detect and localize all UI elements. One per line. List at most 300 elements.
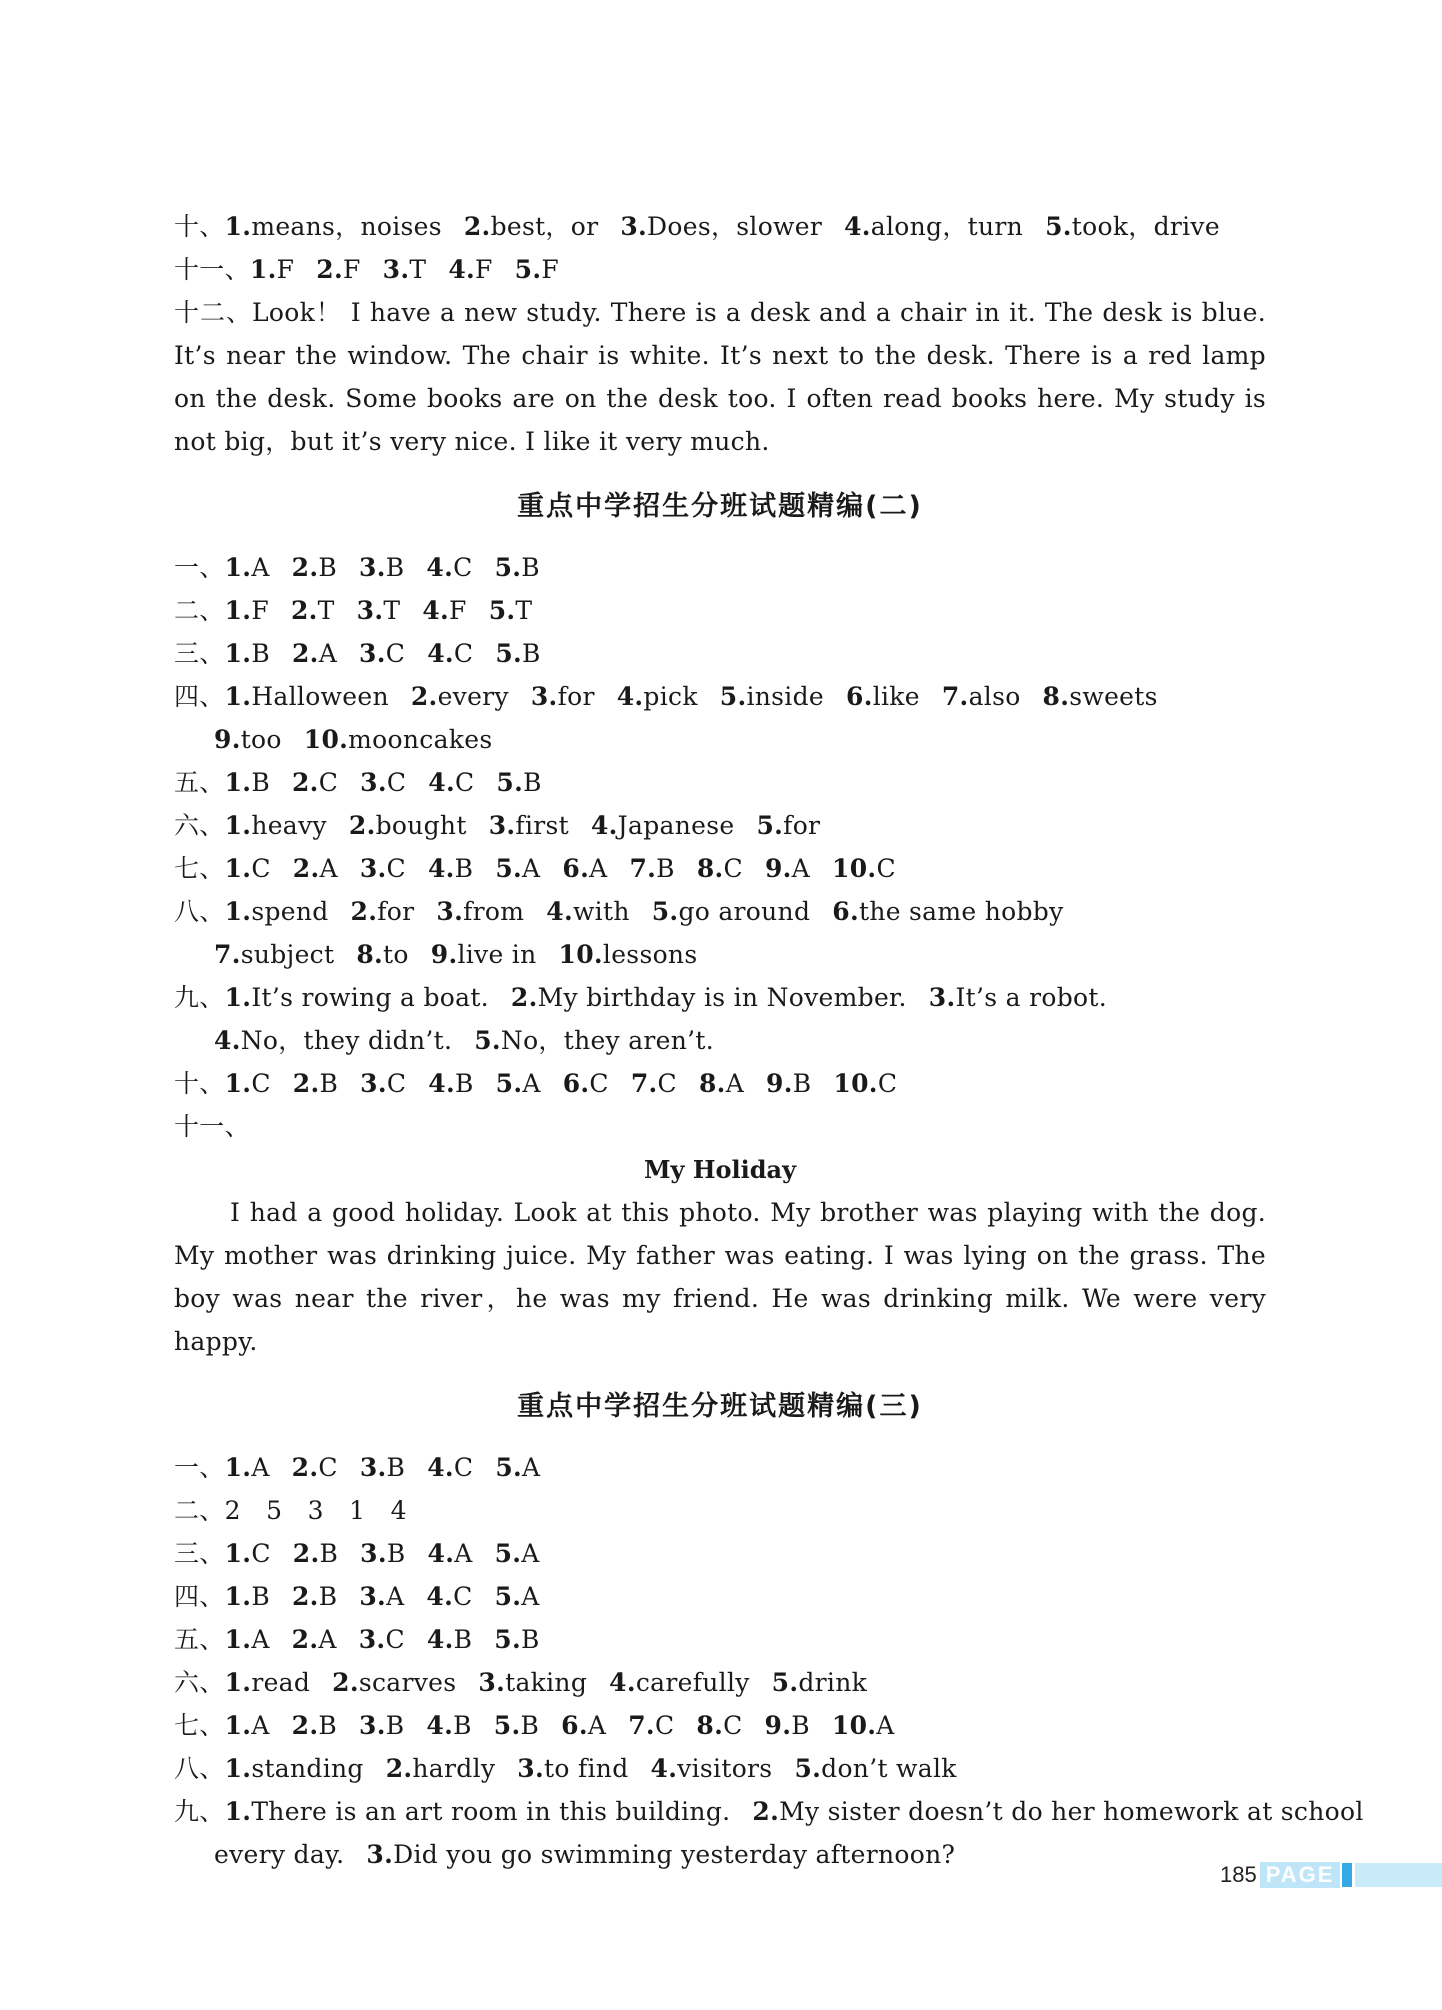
answer-row (174, 718, 1266, 761)
item-number: 4. (426, 1625, 454, 1654)
item-answer: Does，slower (647, 212, 823, 241)
answer-item (832, 1704, 895, 1747)
item-answer: took，drive (1071, 212, 1220, 241)
row-label: 十一、 (174, 1112, 250, 1141)
item-number: 4. (427, 854, 455, 883)
item-answer: It’s a robot. (955, 983, 1107, 1012)
item-number: 2. (752, 1797, 780, 1826)
item-number: 2. (291, 639, 319, 668)
section-title: 重点中学招生分班试题精编(二) (517, 491, 923, 522)
answer-item (628, 1704, 674, 1747)
page-number: 185 (1220, 1862, 1257, 1887)
item-answer: along，turn (870, 212, 1024, 241)
item-number: 2. (463, 212, 491, 241)
answer-item (225, 1704, 270, 1747)
row-label: 三、 (174, 1539, 225, 1568)
answer-item (225, 847, 271, 890)
answer-item (531, 675, 595, 718)
row-label: 九、 (174, 983, 225, 1012)
answer-item (428, 1532, 473, 1575)
answer-item (214, 933, 334, 976)
answer-item (699, 1062, 744, 1105)
answer-item (291, 589, 335, 632)
item-number: 4. (616, 682, 644, 711)
page-footer (1220, 1860, 1442, 1890)
item-answer: B (319, 1539, 339, 1568)
answer-row (174, 761, 1266, 804)
item-number: 7. (941, 682, 969, 711)
item-answer: B (454, 854, 474, 883)
item-answer: A (319, 854, 338, 883)
answer-item (489, 804, 569, 847)
item-number: 1. (224, 1069, 252, 1098)
item-number: 2. (332, 1668, 359, 1697)
item-number: 5. (494, 1539, 522, 1568)
item-number: 9. (764, 854, 792, 883)
item-answer: carefully (635, 1668, 750, 1697)
item-answer: B (656, 854, 675, 883)
row-label: 四、 (174, 682, 225, 711)
answer-item (495, 847, 540, 890)
answer-item (292, 1704, 337, 1747)
answer-item (225, 205, 442, 248)
row-label: 七、 (174, 1711, 225, 1740)
item-answer: A (791, 854, 811, 883)
item-answer: live in (457, 940, 537, 969)
item-answer: There is an art room in this building. (251, 1797, 731, 1826)
answer-item (591, 804, 734, 847)
answer-item (428, 761, 474, 804)
item-number: 1. (249, 255, 277, 284)
item-answer: subject (240, 940, 335, 969)
item-answer: C (876, 854, 896, 883)
item-number: 5. (651, 897, 679, 926)
item-number: 4. (590, 811, 618, 840)
item-number: 7. (630, 1069, 658, 1098)
answer-item (292, 1618, 337, 1661)
answer-row (174, 804, 1266, 847)
item-answer: C (453, 1453, 474, 1482)
answer-item (225, 1532, 271, 1575)
item-answer: C (318, 768, 339, 797)
item-number: 4. (448, 255, 476, 284)
item-answer: B (251, 768, 270, 797)
item-number: 8. (698, 1069, 726, 1098)
item-answer: C (385, 639, 406, 668)
item-answer: also (968, 682, 1021, 711)
item-answer: for (783, 811, 821, 840)
item-answer: heavy (251, 811, 327, 840)
item-number: 4. (546, 897, 573, 926)
answer-item (427, 632, 473, 675)
answer-item (832, 847, 896, 890)
item-answer: B (386, 1453, 406, 1482)
answer-item (833, 1062, 897, 1105)
item-number: 2. (348, 811, 376, 840)
answer-item (617, 675, 698, 718)
answer-row (174, 1062, 1266, 1105)
item-answer: F (342, 255, 361, 284)
answer-item (464, 205, 598, 248)
answer-item (225, 675, 389, 718)
item-answer: A (521, 1582, 540, 1611)
item-number: 10. (831, 1711, 877, 1740)
item-answer: B (385, 553, 405, 582)
item-answer: A (386, 1582, 405, 1611)
row-label: 一、 (174, 553, 225, 582)
answer-row (174, 1446, 1266, 1489)
item-number: 4. (650, 1754, 678, 1783)
answer-item (752, 1790, 1363, 1833)
item-number: 5. (496, 768, 524, 797)
answer-item (293, 847, 338, 890)
answer-row (174, 248, 1266, 291)
item-number: 9. (430, 940, 458, 969)
answer-item (225, 804, 327, 847)
row-label: 二、 (174, 596, 225, 625)
item-number: 6. (562, 1069, 590, 1098)
item-answer: the same hobby (858, 897, 1064, 926)
item-number: 5. (495, 1069, 523, 1098)
answer-item (360, 847, 406, 890)
item-answer: B (522, 639, 541, 668)
answer-item (426, 546, 472, 589)
item-answer: C (385, 1625, 405, 1654)
item-number: 9. (766, 1069, 793, 1098)
item-answer: for (377, 897, 415, 926)
item-number: 4. (844, 212, 871, 241)
answer-item (359, 1618, 405, 1661)
item-answer: A (251, 553, 270, 582)
item-answer: A (251, 1625, 270, 1654)
item-number: 1. (224, 983, 252, 1012)
item-answer: C (589, 1069, 609, 1098)
answer-item (225, 976, 489, 1019)
footer-accent-bar (1342, 1863, 1352, 1887)
item-answer: C (251, 1539, 271, 1568)
answer-item (563, 1062, 609, 1105)
answer-item (474, 1019, 714, 1062)
item-answer: A (725, 1069, 745, 1098)
item-number: 1. (224, 1711, 252, 1740)
row-label: 十、 (174, 212, 225, 241)
item-answer: B (319, 1069, 339, 1098)
row-label: 六、 (174, 811, 225, 840)
answer-item (794, 1747, 956, 1790)
answer-item (652, 890, 811, 933)
item-answer: to (383, 940, 409, 969)
answer-item (225, 589, 269, 632)
item-answer: C (723, 1711, 743, 1740)
item-number: 2. (385, 1754, 413, 1783)
item-number: 1. (224, 1625, 252, 1654)
item-answer: sweets (1069, 682, 1158, 711)
item-number: 5. (488, 596, 516, 625)
item-number: 2. (292, 854, 320, 883)
answer-item (609, 1661, 750, 1704)
item-number: 2. (291, 768, 319, 797)
item-number: 3. (360, 1539, 387, 1568)
row-label: 三、 (174, 639, 225, 668)
answer-item (496, 761, 541, 804)
item-answer: like (872, 682, 920, 711)
answer-item (428, 1062, 473, 1105)
item-answer: T (409, 255, 427, 284)
item-answer: My birthday is in November. (537, 983, 907, 1012)
row-label: 四、 (174, 1582, 225, 1611)
item-number: 6. (562, 854, 590, 883)
item-number: 5. (474, 1026, 501, 1055)
item-number: 5. (494, 553, 522, 582)
item-number: 1. (224, 854, 252, 883)
answer-item (225, 890, 329, 933)
row-label: 十、 (174, 1069, 225, 1098)
item-answer: No，they aren’t. (500, 1026, 715, 1055)
item-answer: every day. (214, 1840, 345, 1869)
answer-item (225, 632, 270, 675)
answer-item (293, 1062, 338, 1105)
item-number: 1. (224, 811, 252, 840)
item-answer: F (475, 255, 493, 284)
item-number: 10. (833, 1069, 878, 1098)
item-number: 4. (422, 596, 450, 625)
row-label: 七、 (174, 854, 225, 883)
item-answer: C (454, 768, 475, 797)
item-number: 9. (214, 725, 241, 754)
item-answer: B (385, 1711, 405, 1740)
answer-item (250, 248, 294, 291)
item-number: 1. (224, 1582, 252, 1611)
answer-item (629, 847, 674, 890)
item-number: 6. (846, 682, 873, 711)
item-number: 10. (303, 725, 349, 754)
answer-item (225, 1062, 271, 1105)
item-number: 2. (292, 1069, 320, 1098)
item-number: 1. (224, 639, 252, 668)
answer-item (293, 1532, 338, 1575)
item-answer: B (791, 1711, 810, 1740)
row-label: 一、 (174, 1453, 225, 1482)
item-answer: B (251, 1582, 270, 1611)
answer-item (765, 1704, 810, 1747)
item-number: 3. (436, 897, 464, 926)
item-answer: standing (251, 1754, 364, 1783)
answer-item (631, 1062, 677, 1105)
item-number: 3. (359, 854, 387, 883)
item-number: 5. (495, 854, 523, 883)
answer-item (546, 890, 629, 933)
item-answer: C (453, 639, 474, 668)
item-answer: B (318, 1582, 338, 1611)
answer-item (517, 1747, 628, 1790)
item-number: 5. (494, 1582, 522, 1611)
answer-item (1045, 205, 1220, 248)
answer-item (494, 1704, 539, 1747)
answer-row (174, 1019, 1266, 1062)
item-answer: T (515, 596, 533, 625)
item-answer: C (386, 1069, 407, 1098)
footer-light-bar (1355, 1863, 1442, 1887)
answer-row (174, 632, 1266, 675)
row-label: 八、 (174, 1754, 225, 1783)
item-number: 8. (696, 854, 724, 883)
item-answer: first (515, 811, 569, 840)
answer-item (366, 1833, 955, 1876)
item-number: 1. (224, 1453, 252, 1482)
item-answer: B (453, 1625, 473, 1654)
item-number: 4. (426, 553, 454, 582)
item-number: 4. (427, 639, 454, 668)
item-number: 1. (224, 553, 252, 582)
answer-row (174, 1833, 1266, 1876)
answer-row (174, 933, 1266, 976)
item-number: 6. (832, 897, 859, 926)
item-number: 1. (224, 1668, 252, 1697)
item-answer: F (276, 255, 295, 284)
answer-item (386, 1747, 496, 1790)
item-answer: bought (375, 811, 467, 840)
composition-paragraph (174, 291, 1266, 463)
answer-item (214, 718, 282, 761)
item-answer: mooncakes (348, 725, 493, 754)
item-number: 3. (478, 1668, 506, 1697)
item-answer: A (318, 1625, 337, 1654)
answer-row (174, 847, 1266, 890)
item-number: 5. (771, 1668, 799, 1697)
item-answer: A (522, 1453, 541, 1482)
answer-item (942, 675, 1021, 718)
item-number: 10. (558, 940, 603, 969)
answer-item (292, 761, 338, 804)
answer-item (225, 1446, 270, 1489)
item-answer: C (657, 1069, 677, 1098)
row-label: 十二、 (174, 298, 253, 327)
answer-item (846, 675, 920, 718)
item-answer: C (453, 553, 473, 582)
item-number: 3. (359, 1582, 387, 1611)
item-number: 3. (488, 811, 516, 840)
answer-item (214, 1833, 344, 1876)
answer-item (349, 804, 467, 847)
item-answer: go around (678, 897, 811, 926)
answer-item (1043, 675, 1158, 718)
item-number: 5. (495, 1453, 523, 1482)
item-answer: C (877, 1069, 898, 1098)
item-number: 2. (291, 1711, 319, 1740)
answer-row (174, 589, 1266, 632)
answer-item (214, 1019, 452, 1062)
answer-item (559, 933, 698, 976)
item-number: 2. (316, 255, 343, 284)
answer-item (225, 1790, 731, 1833)
answer-item (426, 1704, 471, 1747)
answer-item (359, 632, 405, 675)
answer-row (174, 1575, 1266, 1618)
answer-item (495, 1532, 540, 1575)
item-number: 3. (356, 596, 384, 625)
answer-item (515, 248, 559, 291)
row-label: 十一、 (174, 255, 250, 284)
item-answer: A (522, 1069, 541, 1098)
answer-item (359, 546, 404, 589)
answer-row (174, 1532, 1266, 1575)
item-answer: means，noises (251, 212, 442, 241)
answer-item (225, 761, 270, 804)
answer-item (494, 1618, 539, 1661)
answer-item (844, 205, 1023, 248)
item-answer: best，or (490, 212, 599, 241)
item-number: 2. (290, 596, 318, 625)
answer-item (292, 1575, 337, 1618)
row-label: 五、 (174, 1625, 225, 1654)
answer-item (360, 1532, 405, 1575)
item-answer: C (386, 854, 406, 883)
item-answer: don’t walk (821, 1754, 957, 1783)
item-answer: drink (798, 1668, 868, 1697)
item-answer: A (589, 854, 608, 883)
answer-row (174, 1489, 1266, 1532)
answer-item (225, 546, 270, 589)
item-number: 3. (517, 1754, 544, 1783)
item-number: 2. (291, 1625, 319, 1654)
item-answer: from (463, 897, 525, 926)
answer-item (422, 589, 466, 632)
item-answer: scarves (358, 1668, 457, 1697)
answer-item (511, 976, 907, 1019)
answer-item (411, 675, 509, 718)
item-answer: C (386, 768, 407, 797)
item-number: 5. (495, 639, 523, 668)
item-answer: Japanese (617, 811, 735, 840)
answer-item (562, 847, 607, 890)
item-answer: F (251, 596, 269, 625)
item-answer: B (251, 639, 270, 668)
item-answer: pick (643, 682, 698, 711)
answer-item (225, 1661, 311, 1704)
answer-item (929, 976, 1107, 1019)
item-number: 3. (530, 682, 558, 711)
item-number: 3. (359, 1711, 386, 1740)
item-answer: C (251, 854, 271, 883)
item-answer: C (251, 1069, 271, 1098)
item-answer: A (251, 1711, 270, 1740)
item-answer: No，they didn’t. (240, 1026, 453, 1055)
item-number: 10. (832, 854, 877, 883)
answer-item (561, 1704, 606, 1747)
item-number: 9. (764, 1711, 792, 1740)
item-number: 3. (360, 768, 387, 797)
item-number: 2. (350, 897, 378, 926)
item-number: 2. (291, 553, 319, 582)
answer-item (360, 1062, 406, 1105)
row-label: 二、 (174, 1496, 225, 1525)
item-number: 3. (366, 1840, 394, 1869)
item-number: 1. (224, 212, 252, 241)
item-number: 3. (359, 1453, 387, 1482)
answer-item (356, 933, 408, 976)
item-number: 3. (360, 1069, 387, 1098)
answer-item (351, 890, 415, 933)
answer-item (495, 1446, 540, 1489)
item-number: 1. (224, 596, 252, 625)
item-number: 4. (428, 768, 455, 797)
item-number: 2. (410, 682, 438, 711)
answer-item (359, 1575, 404, 1618)
item-answer: B (318, 1711, 338, 1740)
item-answer: It’s rowing a boat. (251, 983, 489, 1012)
item-number: 2. (292, 1539, 320, 1568)
item-number: 2. (291, 1453, 319, 1482)
